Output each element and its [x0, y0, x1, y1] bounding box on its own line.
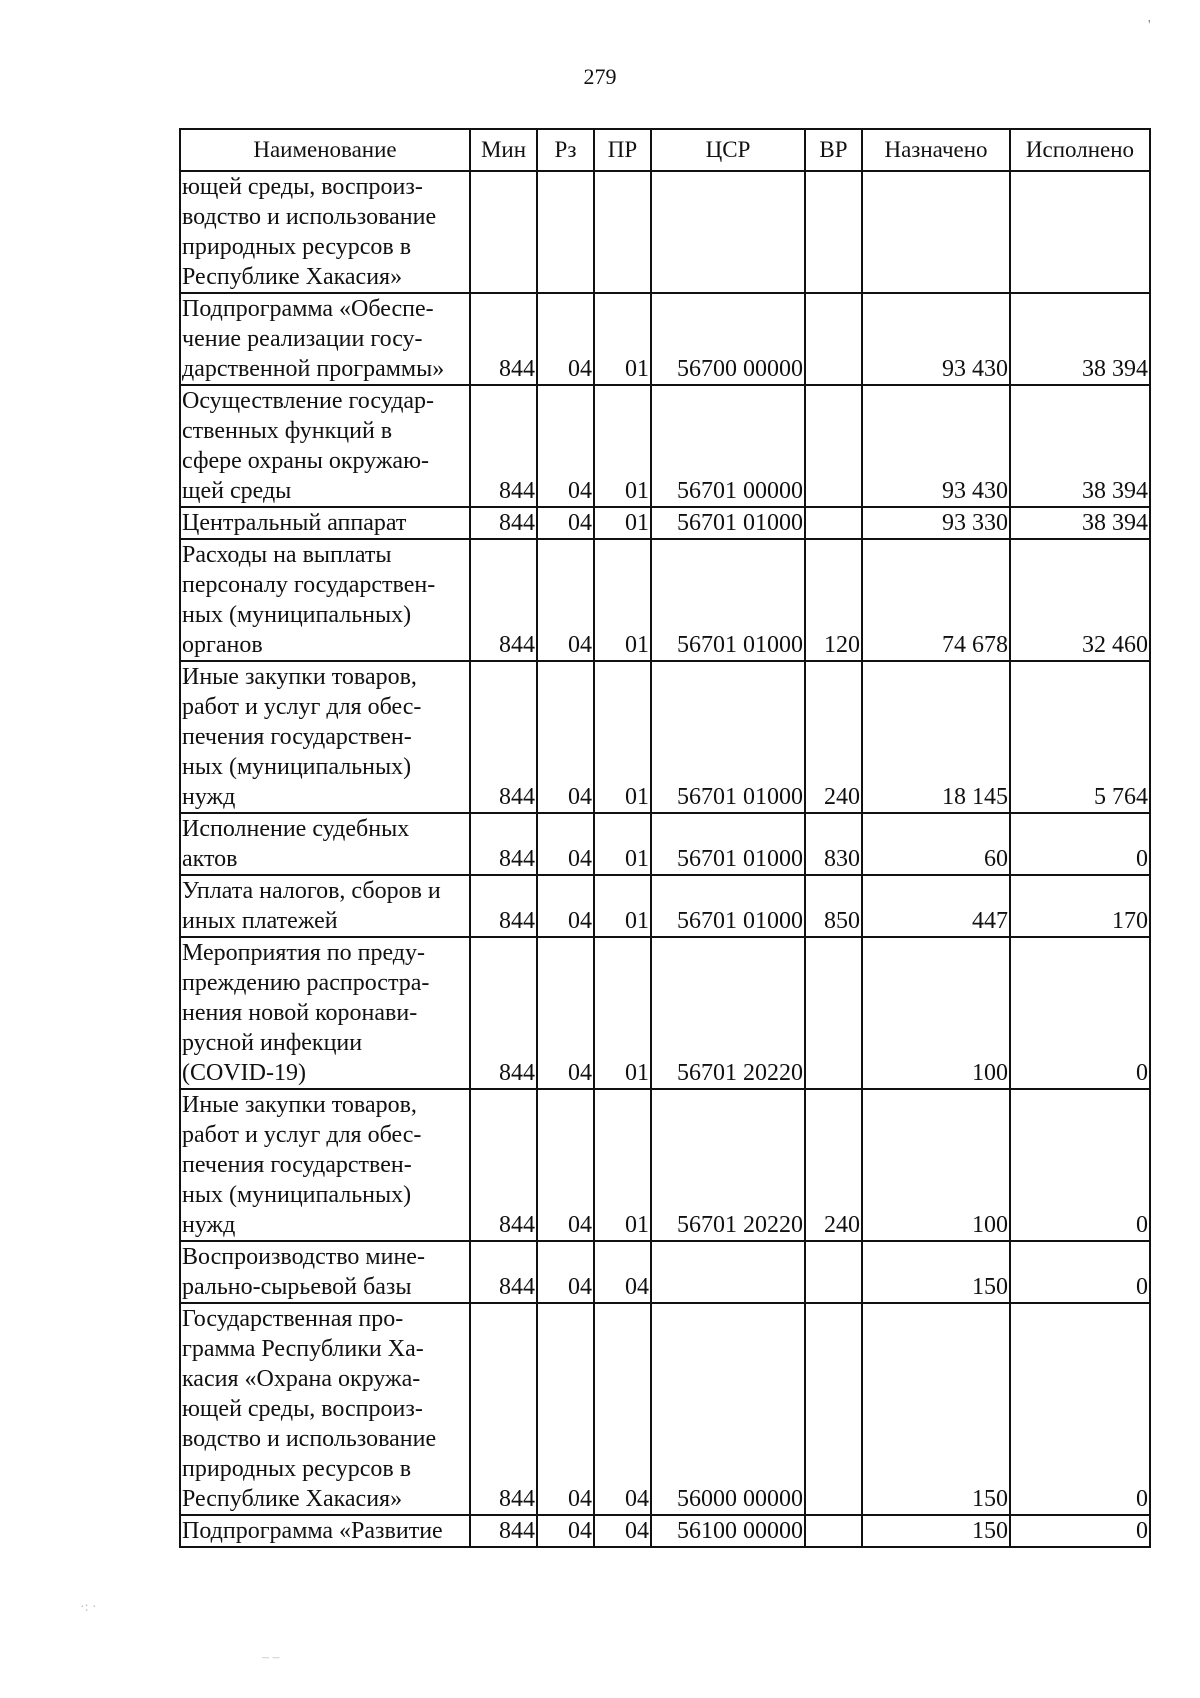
name-line: водство и использование [182, 1426, 437, 1452]
name-line: рально-сырьевой базы [182, 1274, 412, 1300]
cell-executed: 0 [1010, 1303, 1150, 1515]
name-line: нения новой коронави- [182, 1000, 418, 1026]
name-line: русной инфекции [182, 1030, 363, 1056]
cell-name [180, 1515, 470, 1547]
cell-csr: 56701 01000 [651, 539, 805, 661]
name-line: Иные закупки товаров, [182, 1092, 417, 1118]
name-line: Республике Хакасия» [182, 1486, 403, 1512]
name-line: Уплата налогов, сборов и [182, 878, 441, 904]
cell-pr: 01 [594, 507, 651, 539]
name-line: преждению распростра- [182, 970, 430, 996]
cell-assigned: 150 [862, 1241, 1010, 1303]
name-line: Республике Хакасия» [182, 264, 403, 290]
name-line: актов [182, 846, 238, 872]
scan-speck: – – [262, 1650, 280, 1665]
cell-csr: 56701 00000 [651, 385, 805, 507]
cell-csr: 56701 01000 [651, 813, 805, 875]
cell-vr [805, 293, 862, 385]
cell-pr: 01 [594, 293, 651, 385]
table-row [180, 1089, 1150, 1241]
cell-min: 844 [470, 1515, 537, 1547]
cell-pr: 01 [594, 1089, 651, 1241]
cell-executed: 5 764 [1010, 661, 1150, 813]
cell-name [180, 875, 470, 937]
cell-pr: 01 [594, 385, 651, 507]
cell-assigned: 74 678 [862, 539, 1010, 661]
cell-name [180, 507, 470, 539]
table-row [180, 539, 1150, 661]
name-line: Воспроизводство мине- [182, 1244, 425, 1270]
name-line: иных платежей [182, 908, 338, 934]
name-line: Исполнение судебных [182, 816, 410, 842]
cell-executed: 38 394 [1010, 507, 1150, 539]
cell-pr: 04 [594, 1515, 651, 1547]
column-header-min: Мин [470, 129, 537, 171]
name-line: Центральный аппарат [182, 510, 407, 536]
cell-rz: 04 [537, 1303, 594, 1515]
column-header-name: Наименование [180, 129, 470, 171]
scan-speck: ·: · [80, 1600, 97, 1615]
column-header-csr: ЦСР [651, 129, 805, 171]
column-header-pr: ПР [594, 129, 651, 171]
cell-executed: 170 [1010, 875, 1150, 937]
table-header [180, 129, 1150, 171]
cell-min: 844 [470, 293, 537, 385]
cell-min: 844 [470, 937, 537, 1089]
cell-name [180, 1241, 470, 1303]
cell-vr [805, 1241, 862, 1303]
cell-vr: 240 [805, 1089, 862, 1241]
cell-rz: 04 [537, 539, 594, 661]
cell-rz: 04 [537, 507, 594, 539]
cell-csr: 56701 01000 [651, 875, 805, 937]
cell-executed: 0 [1010, 1515, 1150, 1547]
name-line: чение реализации госу- [182, 326, 423, 352]
cell-vr [805, 1515, 862, 1547]
name-line: (COVID-19) [182, 1060, 306, 1086]
name-line: печения государствен- [182, 724, 412, 750]
cell-rz: 04 [537, 875, 594, 937]
cell-pr: 01 [594, 937, 651, 1089]
name-line: ющей среды, воспроиз- [182, 174, 423, 200]
scan-speck: ' [1148, 18, 1151, 33]
cell-name [180, 937, 470, 1089]
header-row [180, 129, 1150, 171]
name-line: Осуществление государ- [182, 388, 435, 414]
cell-name [180, 661, 470, 813]
cell-assigned: 150 [862, 1303, 1010, 1515]
table-row [180, 875, 1150, 937]
cell-executed: 38 394 [1010, 293, 1150, 385]
name-line: персоналу государствен- [182, 572, 436, 598]
cell-vr: 830 [805, 813, 862, 875]
cell-name [180, 171, 470, 293]
cell-rz: 04 [537, 1089, 594, 1241]
cell-name [180, 385, 470, 507]
name-line: ных (муниципальных) [182, 754, 412, 780]
cell-name [180, 1089, 470, 1241]
table-row [180, 1241, 1150, 1303]
name-line: нужд [182, 1212, 236, 1238]
cell-rz: 04 [537, 813, 594, 875]
table-row [180, 661, 1150, 813]
cell-min: 844 [470, 1089, 537, 1241]
cell-rz: 04 [537, 1241, 594, 1303]
cell-rz: 04 [537, 385, 594, 507]
cell-name [180, 293, 470, 385]
table-row [180, 1515, 1150, 1547]
name-line: Расходы на выплаты [182, 542, 392, 568]
table-row [180, 813, 1150, 875]
cell-min [470, 171, 537, 293]
cell-csr: 56701 20220 [651, 1089, 805, 1241]
cell-executed: 0 [1010, 1241, 1150, 1303]
table-row [180, 171, 1150, 293]
cell-name [180, 539, 470, 661]
name-line: органов [182, 632, 263, 658]
name-line: природных ресурсов в [182, 234, 412, 260]
cell-min: 844 [470, 539, 537, 661]
cell-assigned: 93 430 [862, 385, 1010, 507]
name-line: печения государствен- [182, 1152, 412, 1178]
name-line: ных (муниципальных) [182, 602, 412, 628]
cell-vr [805, 1303, 862, 1515]
cell-vr [805, 385, 862, 507]
name-line: ющей среды, воспроиз- [182, 1396, 423, 1422]
name-line: водство и использование [182, 204, 437, 230]
cell-assigned: 100 [862, 1089, 1010, 1241]
cell-rz: 04 [537, 661, 594, 813]
cell-executed: 0 [1010, 813, 1150, 875]
cell-executed: 38 394 [1010, 385, 1150, 507]
budget-table [179, 128, 1151, 1548]
cell-min: 844 [470, 661, 537, 813]
column-header-rz: Рз [537, 129, 594, 171]
table-row [180, 507, 1150, 539]
table-body [180, 171, 1150, 1547]
cell-assigned [862, 171, 1010, 293]
cell-csr: 56000 00000 [651, 1303, 805, 1515]
cell-rz: 04 [537, 293, 594, 385]
column-header-executed: Исполнено [1010, 129, 1150, 171]
cell-assigned: 60 [862, 813, 1010, 875]
cell-vr: 120 [805, 539, 862, 661]
cell-assigned: 93 430 [862, 293, 1010, 385]
cell-pr: 01 [594, 661, 651, 813]
cell-min: 844 [470, 813, 537, 875]
cell-assigned: 18 145 [862, 661, 1010, 813]
cell-vr: 850 [805, 875, 862, 937]
name-line: щей среды [182, 478, 292, 504]
cell-pr: 01 [594, 875, 651, 937]
cell-executed: 0 [1010, 937, 1150, 1089]
name-line: Иные закупки товаров, [182, 664, 417, 690]
cell-pr [594, 171, 651, 293]
name-line: работ и услуг для обес- [182, 1122, 422, 1148]
cell-min: 844 [470, 1303, 537, 1515]
cell-rz: 04 [537, 1515, 594, 1547]
cell-name [180, 813, 470, 875]
column-header-assigned: Назначено [862, 129, 1010, 171]
cell-pr: 04 [594, 1303, 651, 1515]
cell-csr: 56701 01000 [651, 507, 805, 539]
cell-csr [651, 1241, 805, 1303]
cell-min: 844 [470, 875, 537, 937]
cell-pr: 01 [594, 813, 651, 875]
table-row [180, 385, 1150, 507]
name-line: Государственная про- [182, 1306, 404, 1332]
cell-min: 844 [470, 507, 537, 539]
table-row [180, 937, 1150, 1089]
name-line: грамма Республики Ха- [182, 1336, 424, 1362]
cell-assigned: 447 [862, 875, 1010, 937]
name-line: Подпрограмма «Обеспе- [182, 296, 434, 322]
cell-csr: 56701 20220 [651, 937, 805, 1089]
cell-vr [805, 937, 862, 1089]
name-line: касия «Охрана окружа- [182, 1366, 421, 1392]
cell-csr: 56701 01000 [651, 661, 805, 813]
name-line: работ и услуг для обес- [182, 694, 422, 720]
cell-name [180, 1303, 470, 1515]
name-line: Подпрограмма «Развитие [182, 1518, 443, 1544]
table-row [180, 1303, 1150, 1515]
cell-vr [805, 171, 862, 293]
column-header-vr: ВР [805, 129, 862, 171]
cell-rz [537, 171, 594, 293]
cell-pr: 04 [594, 1241, 651, 1303]
cell-csr [651, 171, 805, 293]
cell-csr: 56100 00000 [651, 1515, 805, 1547]
name-line: нужд [182, 784, 236, 810]
cell-csr: 56700 00000 [651, 293, 805, 385]
cell-executed: 32 460 [1010, 539, 1150, 661]
cell-vr: 240 [805, 661, 862, 813]
cell-assigned: 93 330 [862, 507, 1010, 539]
cell-assigned: 150 [862, 1515, 1010, 1547]
cell-vr [805, 507, 862, 539]
cell-executed [1010, 171, 1150, 293]
cell-rz: 04 [537, 937, 594, 1089]
name-line: ных (муниципальных) [182, 1182, 412, 1208]
cell-min: 844 [470, 385, 537, 507]
name-line: Мероприятия по преду- [182, 940, 425, 966]
name-line: ственных функций в [182, 418, 393, 444]
name-line: дарственной программы» [182, 356, 445, 382]
name-line: природных ресурсов в [182, 1456, 412, 1482]
page-number: 279 [583, 64, 617, 89]
cell-pr: 01 [594, 539, 651, 661]
name-line: сфере охраны окружаю- [182, 448, 430, 474]
cell-executed: 0 [1010, 1089, 1150, 1241]
cell-min: 844 [470, 1241, 537, 1303]
cell-assigned: 100 [862, 937, 1010, 1089]
table-row [180, 293, 1150, 385]
